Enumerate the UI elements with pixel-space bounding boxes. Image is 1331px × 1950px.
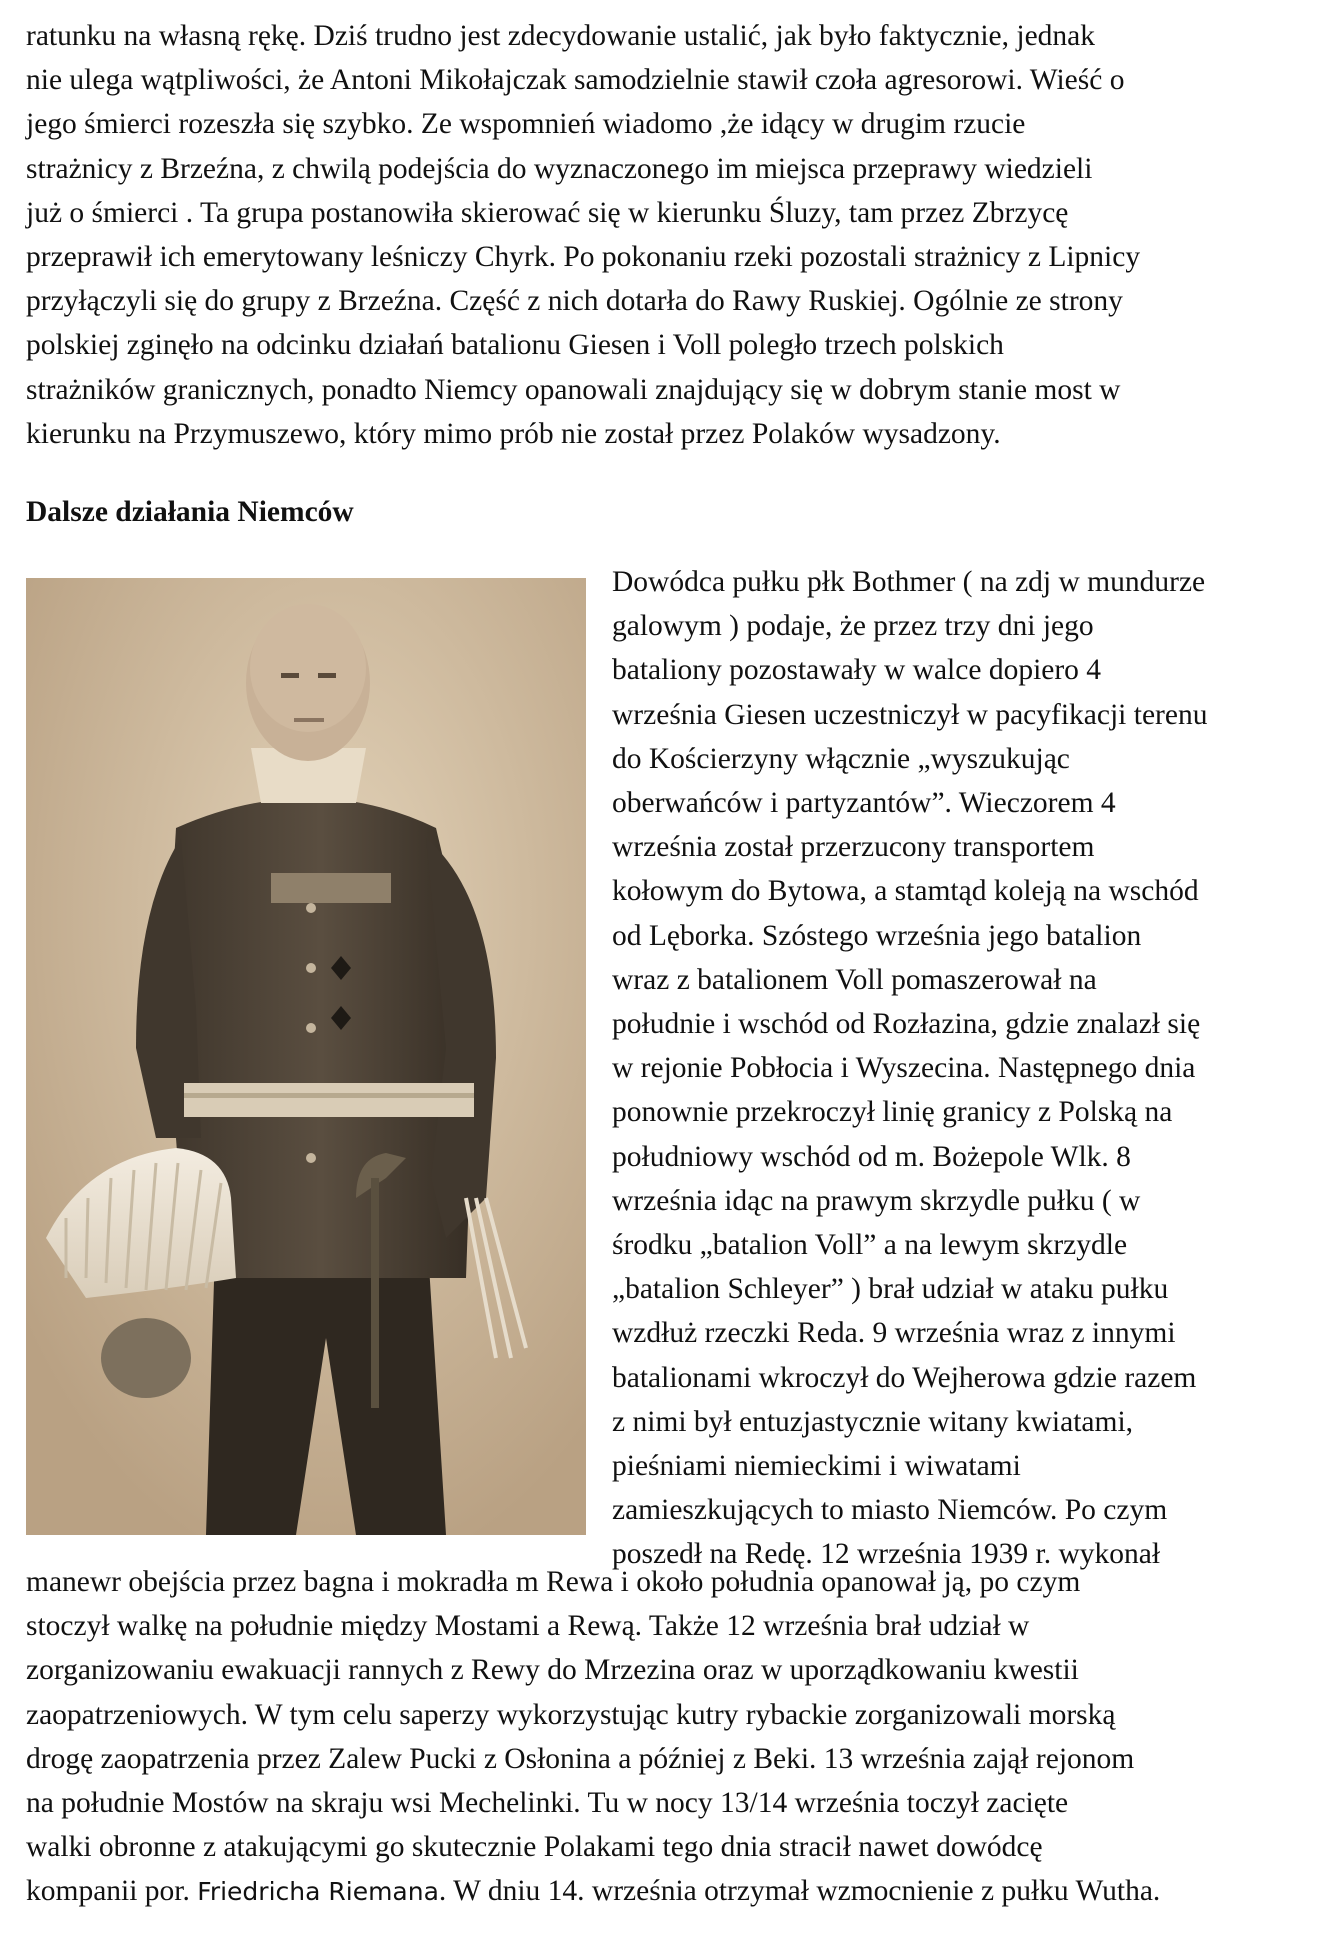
text-line: walki obronne z atakującymi go skutecznie Polakami tego dnia stracił nawet dowódcę bbox=[26, 1831, 1043, 1864]
text-line: oberwańców i partyzantów”. Wieczorem 4 bbox=[612, 787, 1116, 820]
text-line: polskiej zginęło na odcinku działań batalionu Giesen i Voll poległo trzech polskich bbox=[26, 329, 1004, 362]
text-line: zamieszkujących to miasto Niemców. Po czym bbox=[612, 1494, 1168, 1527]
text-line: od Lęborka. Szóstego września jego batalion bbox=[612, 919, 1142, 952]
text-line: już o śmierci . Ta grupa postanowiła skierować się w kierunku Śluzy, tam przez Zbrzycę bbox=[26, 196, 1069, 229]
text-line: środku „batalion Voll” a na lewym skrzydle bbox=[612, 1229, 1128, 1262]
side-paragraph bbox=[612, 560, 1312, 1577]
text-line: bataliony pozostawały w walce dopiero 4 bbox=[612, 654, 1102, 687]
text-line: z nimi był entuzjastycznie witany kwiatami, bbox=[612, 1405, 1134, 1438]
text-segment: kompanii por. bbox=[26, 1875, 198, 1908]
text-line: zorganizowaniu ewakuacji rannych z Rewy do Mrzezina oraz w uporządkowaniu kwestii bbox=[26, 1654, 1079, 1687]
bottom-paragraph bbox=[26, 1560, 1316, 1915]
text-line: kierunku na Przymuszewo, który mimo prób nie został przez Polaków wysadzony. bbox=[26, 417, 1001, 450]
text-line: na południe Mostów na skraju wsi Mechelinki. Tu w nocy 13/14 września toczył zacięte bbox=[26, 1787, 1069, 1820]
text-line: nie ulega wątpliwości, że Antoni Mikołajczak samodzielnie stawił czoła agresorowi. Wieść o bbox=[26, 64, 1125, 97]
text-line: poszedł na Redę. 12 września 1939 r. wykonał bbox=[612, 1538, 1161, 1571]
text-line: wzdłuż rzeczki Reda. 9 września wraz z innymi bbox=[612, 1317, 1176, 1350]
text-line: przeprawił ich emerytowany leśniczy Chyrk. Po pokonaniu rzeki pozostali strażnicy z Lipnicy bbox=[26, 241, 1141, 274]
person-name: Friedricha Riemana bbox=[197, 1877, 439, 1907]
text-line: zaopatrzeniowych. W tym celu saperzy wykorzystując kutry rybackie zorganizowali morską bbox=[26, 1698, 1116, 1731]
text-line: południe i wschód od Rozłazina, gdzie znalazł się bbox=[612, 1008, 1201, 1041]
text-line: „batalion Schleyer” ) brał udział w ataku pułku bbox=[612, 1273, 1169, 1306]
text-line-last bbox=[26, 1869, 1316, 1914]
top-paragraph bbox=[26, 14, 1296, 456]
text-line: września Giesen uczestniczył w pacyfikacji terenu bbox=[612, 698, 1208, 731]
text-line: przyłączyli się do grupy z Brzeźna. Część z nich dotarła do Rawy Ruskiej. Ogólnie ze strony bbox=[26, 285, 1123, 318]
text-line: września został przerzucony transportem bbox=[612, 831, 1095, 864]
text-line: wraz z batalionem Voll pomaszerował na bbox=[612, 963, 1097, 996]
text-line: południowy wschód od m. Bożepole Wlk. 8 bbox=[612, 1140, 1131, 1173]
text-line: ponownie przekroczył linię granicy z Polską na bbox=[612, 1096, 1173, 1129]
text-line: Dowódca pułku płk Bothmer ( na zdj w mundurze bbox=[612, 566, 1206, 598]
text-line: pieśniami niemieckimi i wiwatami bbox=[612, 1450, 1021, 1483]
text-line: stoczył walkę na południe między Mostami a Rewą. Także 12 września brał udział w bbox=[26, 1610, 1030, 1643]
text-line: batalionami wkroczył do Wejherowa gdzie razem bbox=[612, 1361, 1197, 1394]
text-segment: . W dniu 14. września otrzymał wzmocnienie z pułku Wutha. bbox=[438, 1875, 1161, 1908]
text-line: strażnicy z Brzeźna, z chwilą podejścia do wyznaczonego im miejsca przeprawy wiedzieli bbox=[26, 152, 1093, 185]
text-line: ratunku na własną rękę. Dziś trudno jest zdecydowanie ustalić, jak było faktycznie, jednak bbox=[26, 20, 1096, 52]
text-line: do Kościerzyny włącznie „wyszukując bbox=[612, 742, 1070, 775]
text-line: w rejonie Pobłocia i Wyszecina. Następnego dnia bbox=[612, 1052, 1196, 1085]
section-heading: Dalsze działania Niemców bbox=[26, 496, 354, 528]
text-line: galowym ) podaje, że przez trzy dni jego bbox=[612, 610, 1094, 643]
portrait-photo bbox=[26, 578, 586, 1535]
text-line: jego śmierci rozeszła się szybko. Ze wspomnień wiadomo ,że idący w drugim rzucie bbox=[26, 108, 1026, 141]
text-line: manewr obejścia przez bagna i mokradła m Rewa i około południa opanował ją, po czym bbox=[26, 1566, 1081, 1598]
text-line: strażników granicznych, ponadto Niemcy opanowali znajdujący się w dobrym stanie most w bbox=[26, 373, 1121, 406]
text-line: kołowym do Bytowa, a stamtąd koleją na wschód bbox=[612, 875, 1199, 908]
portrait-photo-icon bbox=[26, 578, 586, 1535]
text-line: września idąc na prawym skrzydle pułku ( w bbox=[612, 1184, 1141, 1217]
text-line: drogę zaopatrzenia przez Zalew Pucki z Osłonina a później z Beki. 13 września zajął rejonom bbox=[26, 1742, 1135, 1775]
